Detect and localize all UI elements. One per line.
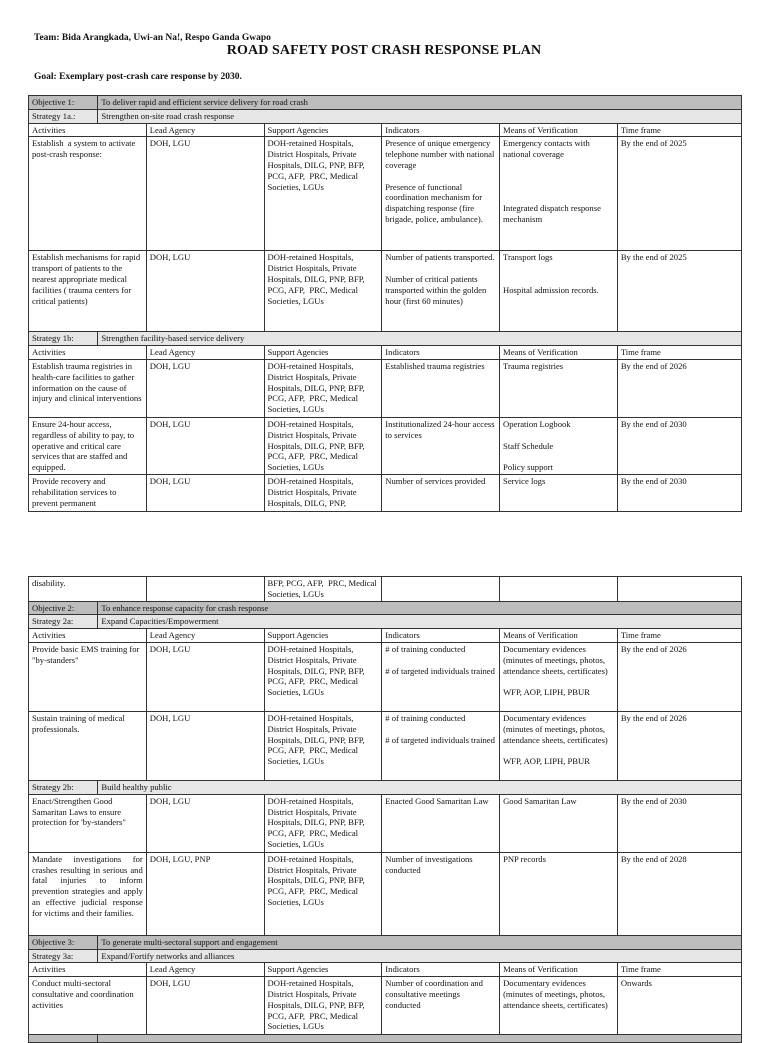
document-title: ROAD SAFETY POST CRASH RESPONSE PLAN <box>226 43 542 58</box>
strategy-label: Strategy 1b: <box>29 332 98 346</box>
strategy-label: Strategy 3a: <box>29 949 98 963</box>
support-agencies-cell: DOH-retained Hospitals, District Hospitals, Private Hospitals, DILG, PNP, BFP, PCG, AFP, PRC, Medical Societies, LGUs <box>264 852 382 935</box>
lead-agency-cell: DOH, LGU <box>146 417 264 474</box>
verification-cell: PNP records <box>500 852 618 935</box>
table-row <box>29 977 742 1035</box>
indicators-cell: Number of coordination and consultative meetings conducted <box>382 977 500 1035</box>
verification-cell: Documentary evidences (minutes of meetings, photos, attendance sheets, certificates) WFP, AOP, LIPH, PBUR <box>500 642 618 711</box>
col-header-support-agencies: Support Agencies <box>264 123 382 137</box>
time-frame-cell: By the end of 2026 <box>617 359 741 417</box>
strategy-text: Build healthy public <box>98 780 742 794</box>
col-header-activities: Activities <box>29 123 147 137</box>
support-agencies-cell: DOH-retained Hospitals, District Hospitals, Private Hospitals, DILG, PNP, <box>264 474 382 511</box>
indicators-cell: # of training conducted # of targeted individuals trained <box>382 642 500 711</box>
lead-agency-cell <box>146 577 264 602</box>
verification-cell: Trauma registries <box>500 359 618 417</box>
goal-line: Goal: Exemplary post-crash care response by 2030. <box>34 72 242 82</box>
col-header-indicators: Indicators <box>382 963 500 977</box>
table-row <box>29 852 742 935</box>
col-header-time-frame: Time frame <box>617 123 741 137</box>
col-header-lead-agency: Lead Agency <box>146 963 264 977</box>
activity-cell: Ensure 24-hour access, regardless of ability to pay, to operative and critical care services that are staffed and equipped. <box>29 417 147 474</box>
objective-text: To enhance response capacity for crash response <box>98 601 742 615</box>
col-header-lead-agency: Lead Agency <box>146 346 264 360</box>
col-header-lead-agency: Lead Agency <box>146 123 264 137</box>
table-row <box>29 474 742 511</box>
plan-table-page-1 <box>28 95 742 512</box>
verification-cell <box>500 577 618 602</box>
support-agencies-cell: DOH-retained Hospitals, District Hospitals, Private Hospitals, DILG, PNP, BFP, PCG, AFP, PRC, Medical Societies, LGUs <box>264 642 382 711</box>
indicators-cell: Established trauma registries <box>382 359 500 417</box>
indicators-cell: # of training conducted # of targeted individuals trained <box>382 711 500 780</box>
strategy-text: Strengthen facility-based service delivery <box>98 332 742 346</box>
table-row <box>29 794 742 852</box>
lead-agency-cell: DOH, LGU <box>146 711 264 780</box>
col-header-activities: Activities <box>29 963 147 977</box>
activity-cell: Mandate investigations for crashes resulting in serious and fatal injuries to inform prevention strategies and apply an effective judicial response for victims and their families. <box>29 852 147 935</box>
col-header-indicators: Indicators <box>382 346 500 360</box>
activity-cell: Conduct multi-sectoral consultative and coordination activities <box>29 977 147 1035</box>
activity-cell: Provide basic EMS training for "by-standers" <box>29 642 147 711</box>
verification-cell: Service logs <box>500 474 618 511</box>
col-header-means-of-verification: Means of Verification <box>500 629 618 643</box>
indicators-cell: Institutionalized 24-hour access to services <box>382 417 500 474</box>
objective-label: Objective 2: <box>29 601 98 615</box>
strategy-label: Strategy 2a: <box>29 615 98 629</box>
support-agencies-cell: DOH-retained Hospitals, District Hospitals, Private Hospitals, DILG, PNP, BFP, PCG, AFP, PRC, Medical Societies, LGUs <box>264 794 382 852</box>
indicators-cell <box>382 577 500 602</box>
verification-cell: Operation Logbook Staff Schedule Policy support <box>500 417 618 474</box>
table-row <box>29 711 742 780</box>
indicators-cell: Presence of unique emergency telephone number with national coverage Presence of functional coordination mechanism for dispatching response (fire brigade, police, ambulance). <box>382 137 500 251</box>
col-header-time-frame: Time frame <box>617 963 741 977</box>
col-header-means-of-verification: Means of Verification <box>500 346 618 360</box>
time-frame-cell: Onwards <box>617 977 741 1035</box>
objective-label: Objective 3: <box>29 935 98 949</box>
time-frame-cell: By the end of 2030 <box>617 417 741 474</box>
lead-agency-cell: DOH, LGU <box>146 977 264 1035</box>
lead-agency-cell: DOH, LGU <box>146 359 264 417</box>
lead-agency-cell: DOH, LGU <box>146 642 264 711</box>
support-agencies-cell: DOH-retained Hospitals, District Hospitals, Private Hospitals, DILG, PNP, BFP, PCG, AFP, PRC, Medical Societies, LGUs <box>264 711 382 780</box>
col-header-time-frame: Time frame <box>617 346 741 360</box>
col-header-activities: Activities <box>29 629 147 643</box>
indicators-cell: Number of investigations conducted <box>382 852 500 935</box>
indicators-cell: Enacted Good Samaritan Law <box>382 794 500 852</box>
strategy-text: Strengthen on-site road crash response <box>98 109 742 123</box>
time-frame-cell: By the end of 2030 <box>617 474 741 511</box>
verification-cell: Transport logs Hospital admission records. <box>500 251 618 332</box>
indicators-cell: Number of patients transported. Number of critical patients transported within the golden hour (first 60 minutes) <box>382 251 500 332</box>
lead-agency-cell: DOH, LGU, PNP <box>146 852 264 935</box>
activity-cell: Provide recovery and rehabilitation services to prevent permanent <box>29 474 147 511</box>
col-header-support-agencies: Support Agencies <box>264 346 382 360</box>
table-row <box>29 359 742 417</box>
lead-agency-cell: DOH, LGU <box>146 794 264 852</box>
support-agencies-cell: BFP, PCG, AFP, PRC, Medical Societies, LGUs <box>264 577 382 602</box>
col-header-support-agencies: Support Agencies <box>264 629 382 643</box>
col-header-means-of-verification: Means of Verification <box>500 963 618 977</box>
col-header-indicators: Indicators <box>382 629 500 643</box>
verification-cell: Emergency contacts with national coverage Integrated dispatch response mechanism <box>500 137 618 251</box>
support-agencies-cell: DOH-retained Hospitals, District Hospitals, Private Hospitals, DILG, PNP, BFP, PCG, AFP, PRC, Medical Societies, LGUs <box>264 137 382 251</box>
time-frame-cell: By the end of 2030 <box>617 794 741 852</box>
col-header-support-agencies: Support Agencies <box>264 963 382 977</box>
time-frame-cell: By the end of 2026 <box>617 642 741 711</box>
activity-cell: Enact/Strengthen Good Samaritan Laws to ensure protection for 'by-standers" <box>29 794 147 852</box>
support-agencies-cell: DOH-retained Hospitals, District Hospitals, Private Hospitals, DILG, PNP, BFP, PCG, AFP, PRC, Medical Societies, LGUs <box>264 977 382 1035</box>
plan-table-page-2 <box>28 576 742 1043</box>
activity-cell: disability. <box>29 577 147 602</box>
col-header-time-frame: Time frame <box>617 629 741 643</box>
table-row <box>29 251 742 332</box>
team-line: Team: Bida Arangkada, Uwi-an Na!, Respo Ganda Gwapo <box>34 33 271 43</box>
support-agencies-cell: DOH-retained Hospitals, District Hospitals, Private Hospitals, DILG, PNP, BFP, PCG, AFP, PRC, Medical Societies, LGUs <box>264 359 382 417</box>
col-header-lead-agency: Lead Agency <box>146 629 264 643</box>
lead-agency-cell: DOH, LGU <box>146 474 264 511</box>
time-frame-cell: By the end of 2025 <box>617 137 741 251</box>
time-frame-cell: By the end of 2028 <box>617 852 741 935</box>
activity-cell: Establish a system to activate post-crash response: <box>29 137 147 251</box>
col-header-indicators: Indicators <box>382 123 500 137</box>
support-agencies-cell: DOH-retained Hospitals, District Hospitals, Private Hospitals, DILG, PNP, BFP, PCG, AFP, PRC, Medical Societies, LGUs <box>264 251 382 332</box>
lead-agency-cell: DOH, LGU <box>146 137 264 251</box>
objective-text: To deliver rapid and efficient service delivery for road crash <box>98 96 742 110</box>
strategy-text: Expand/Fortify networks and alliances <box>98 949 742 963</box>
objective-text: To generate multi-sectoral support and engagement <box>98 935 742 949</box>
time-frame-cell: By the end of 2026 <box>617 711 741 780</box>
verification-cell: Documentary evidences (minutes of meetings, photos, attendance sheets, certificates) <box>500 977 618 1035</box>
table-row <box>29 642 742 711</box>
table-row <box>29 417 742 474</box>
cut-off-row <box>29 1035 742 1043</box>
support-agencies-cell: DOH-retained Hospitals, District Hospitals, Private Hospitals, DILG, PNP, BFP, PCG, AFP, PRC, Medical Societies, LGUs <box>264 417 382 474</box>
strategy-text: Expand Capacities/Empowerment <box>98 615 742 629</box>
indicators-cell: Number of services provided <box>382 474 500 511</box>
strategy-label: Strategy 2b: <box>29 780 98 794</box>
strategy-label: Strategy 1a.: <box>29 109 98 123</box>
activity-cell: Establish trauma registries in health-care facilities to gather information on the cause of injury and clinical interventions <box>29 359 147 417</box>
col-header-activities: Activities <box>29 346 147 360</box>
table-row <box>29 577 742 602</box>
lead-agency-cell: DOH, LGU <box>146 251 264 332</box>
objective-label: Objective 1: <box>29 96 98 110</box>
activity-cell: Establish mechanisms for rapid transport of patients to the nearest appropriate medical facilities ( trauma centers for critical patients) <box>29 251 147 332</box>
col-header-means-of-verification: Means of Verification <box>500 123 618 137</box>
activity-cell: Sustain training of medical professionals. <box>29 711 147 780</box>
time-frame-cell: By the end of 2025 <box>617 251 741 332</box>
time-frame-cell <box>617 577 741 602</box>
verification-cell: Documentary evidences (minutes of meetings, photos, attendance sheets, certificates) WFP, AOP, LIPH, PBUR <box>500 711 618 780</box>
verification-cell: Good Samaritan Law <box>500 794 618 852</box>
table-row <box>29 137 742 251</box>
